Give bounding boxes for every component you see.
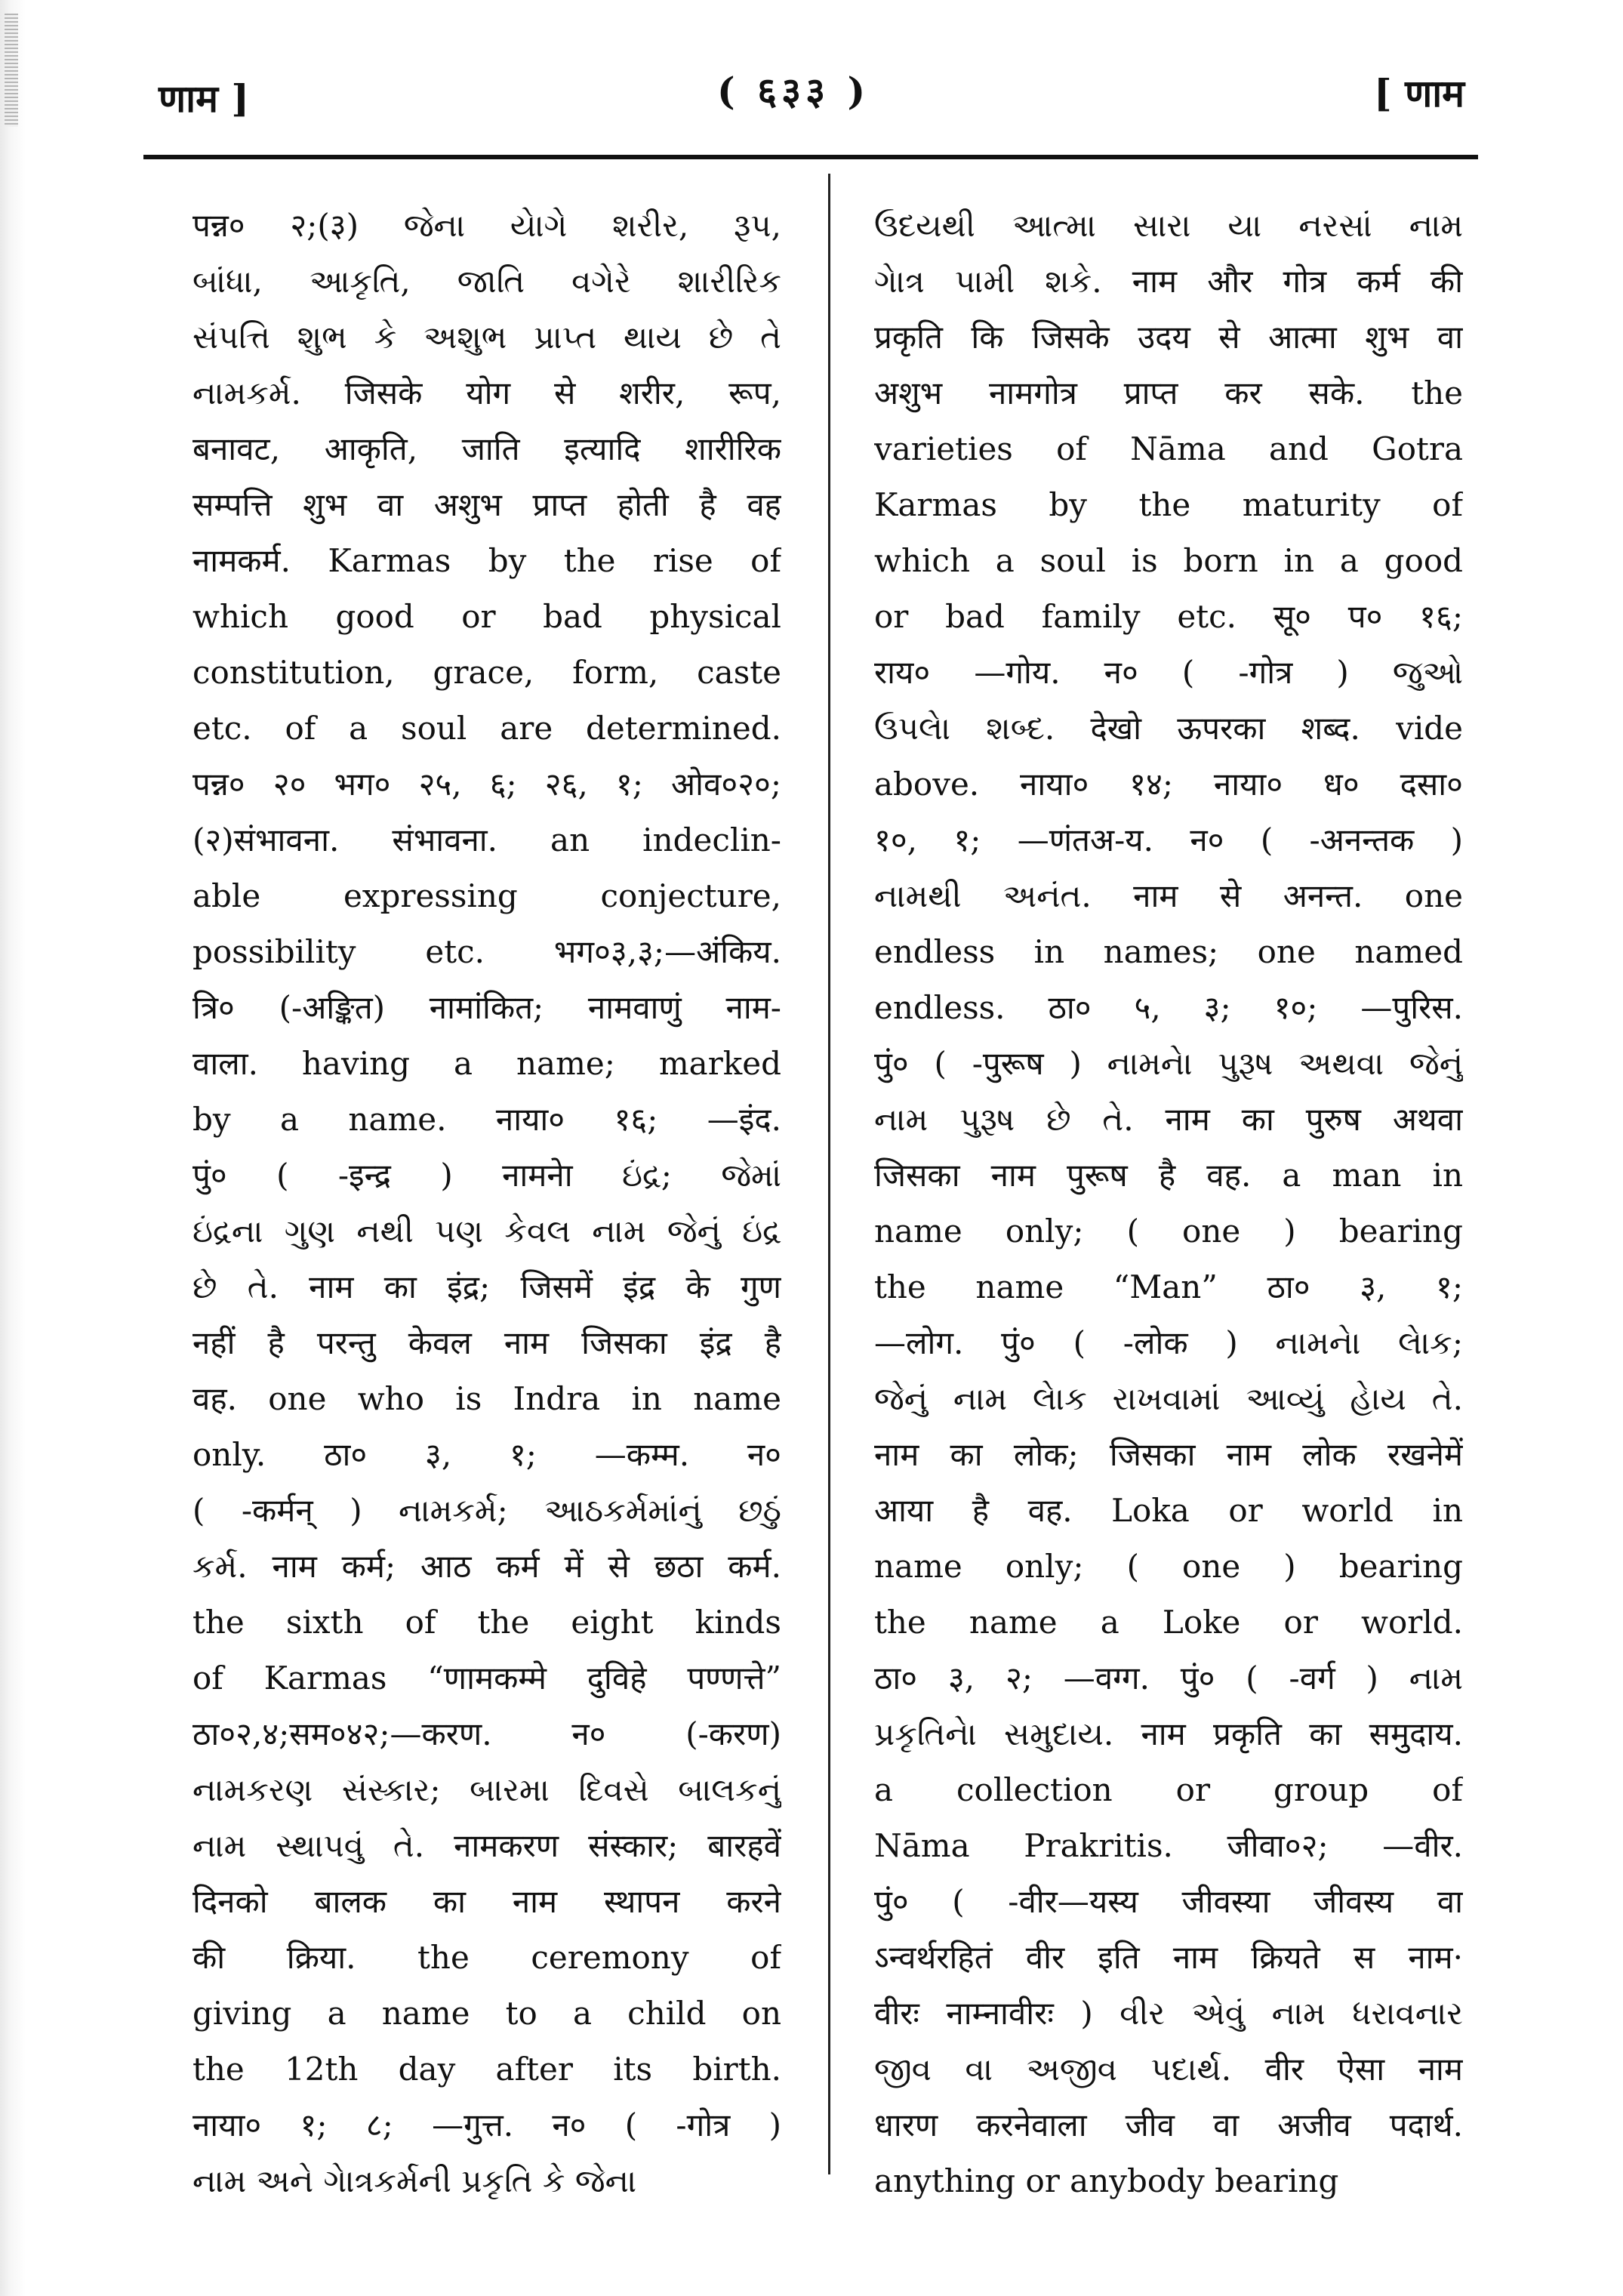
text-line: की क्रिया. the ceremony of — [192, 1939, 781, 1976]
text-line: वीरः नाम्नावीरः ) વીર એવું નામ ધરાવનાર — [874, 1995, 1463, 2032]
text-line: अशुभ नामगोत्र प्राप्त कर सके. the — [874, 374, 1463, 411]
text-line: वाला. having a name; marked — [192, 1045, 781, 1082]
text-line: सम्पत्ति शुभ वा अशुभ प्राप्त होती है वह — [192, 486, 781, 523]
text-line: —लोग. पुं० ( -लोक ) નામનેા લેાક; — [874, 1324, 1463, 1361]
text-line: above. नाया० १४; नाया० ध० दसा० — [874, 766, 1463, 803]
text-line: etc. of a soul are determined. — [192, 710, 781, 747]
text-line: નામ પુરૂષ છે તે. नाम का पुरुष अथवा — [874, 1101, 1463, 1138]
text-line: or bad family etc. सू० प० १६; — [874, 598, 1463, 635]
text-line: a collection or group of — [874, 1771, 1463, 1808]
text-line: १०, १; —णंतअ-य. न० ( -अनन्तक ) — [874, 821, 1463, 858]
text-line: giving a name to a child on — [192, 1995, 781, 2032]
text-line: જીવ વા અજીવ પદાર્થ. वीर ऐसा नाम — [874, 2051, 1463, 2088]
text-line: નામકર્મ. जिसके योग से शरीर, रूप, — [192, 374, 781, 411]
left-column — [192, 198, 781, 2209]
text-line: જેનું નામ લેાક રાખવામાં આવ્યું હેાય તે. — [874, 1380, 1463, 1417]
text-line: ( -कर्मन् ) નામકર્મ; આઠકર્મમાંનું છઠું — [192, 1492, 781, 1529]
text-line: नहीं है परन्तु केवल नाम जिसका इंद्र है — [192, 1324, 781, 1361]
running-head-left: णाम ] — [159, 76, 250, 121]
text-line: पुं० ( -वीर—यस्य जीवस्या जीवस्य वा — [874, 1883, 1463, 1920]
text-line: છે તે. नाम का इंद्र; जिसमें इंद्र के गुण — [192, 1268, 781, 1305]
text-line: Nāma Prakritis. जीवा०२; —वीर. — [874, 1827, 1463, 1864]
text-line: त्रि० (-अङ्कित) नामांकित; नामवाणुं नाम- — [192, 989, 781, 1026]
text-line: दिनको बालक का नाम स्थापन करने — [192, 1883, 781, 1920]
scan-edge — [0, 0, 26, 2296]
text-line: पुं० ( -इन्द्र ) नामनेा ઇંદ્ર; જેમાં — [192, 1157, 781, 1194]
text-line: the name “Man” ठा० ३, १; — [874, 1268, 1463, 1305]
text-line: नाया० १; ८; —गुत्त. न० ( -गोत्र ) — [192, 2106, 781, 2143]
text-line: નામ અને ગેાત્રકર્મની પ્રકૃતિ કે જેના — [192, 2162, 637, 2199]
binding-mark — [5, 14, 18, 127]
text-line: ठा०२,४;सम०४२;—करण. न० (-करण) — [192, 1715, 781, 1752]
text-line: ગેાત્ર પામી શકે. नाम और गोत्र कर्म की — [874, 263, 1463, 300]
text-line: बनावट, आकृति, जाति इत्यादि शारीरिक — [192, 430, 781, 467]
text-line: ઉપલેા શબ્દ. देखो ऊपरका शब्द. vide — [874, 710, 1463, 747]
text-line: the 12th day after its birth. — [192, 2051, 781, 2088]
text-line: आया है वह. Loka or world in — [874, 1492, 1463, 1529]
text-line: धारण करनेवाला जीव वा अजीव पदार्थ. — [874, 2106, 1463, 2143]
text-line: સંપત્તિ શુભ કે અશુભ પ્રાપ્ત થાય છે તે — [192, 319, 781, 356]
text-line: of Karmas “णामकम्मे दुविहे पण्णत्ते” — [192, 1660, 781, 1697]
right-column — [874, 198, 1463, 2209]
text-line: નામકરણ સંસ્કાર; બારમા દિવસે બાલકનું — [192, 1771, 781, 1808]
text-line: કર્મ. नाम कर्म; आठ कर्म में से छठा कर्म. — [192, 1548, 781, 1585]
text-line: endless in names; one named — [874, 933, 1463, 970]
text-line: by a name. नाया० १६; —इंद. — [192, 1101, 781, 1138]
text-line: constitution, grace, form, caste — [192, 654, 781, 691]
running-head-right: [ णाम — [1374, 71, 1465, 116]
text-line: Karmas by the maturity of — [874, 486, 1463, 523]
text-line: प्रकृति कि जिसके उदय से आत्मा शुभ वा — [874, 319, 1463, 356]
text-line: जिसका नाम पुरूष है वह. a man in — [874, 1157, 1463, 1194]
text-line: ठा० ३, २; —वग्ग. पुं० ( -वर्ग ) નામ — [874, 1660, 1463, 1697]
text-line: नाम का लोक; जिसका नाम लोक रखनेमें — [874, 1436, 1463, 1473]
text-line: possibility etc. भग०३,३;—अंकिय. — [192, 933, 781, 970]
text-line: which a soul is born in a good — [874, 542, 1463, 579]
text-line: નામથી અનંત. नाम से अनन्त. one — [874, 877, 1463, 914]
column-divider — [828, 174, 830, 2174]
text-line: नामकर्म. Karmas by the rise of — [192, 542, 781, 579]
text-line: पुं० ( -पुरूष ) નામનેા પુરૂષ અથવા જેનું — [874, 1045, 1463, 1082]
page-number: ( ६३३ ) — [717, 69, 870, 113]
text-line: पन्न० २० भग० २५, ६; २६, १; ओव०२०; — [192, 766, 781, 803]
text-line: पन्न० २;(३) જેના યેાગે શરીર, રૂપ, — [192, 207, 781, 244]
text-line: ऽन्वर्थरहितं वीर इति नाम क्रियते स नाम· — [874, 1939, 1463, 1976]
header-rule — [143, 155, 1478, 159]
text-line: राय० —गोय. न० ( -गोत्र ) જુઓ — [874, 654, 1463, 691]
text-line: anything or anybody bearing — [874, 2162, 1339, 2199]
text-line: वह. one who is Indra in name — [192, 1380, 781, 1417]
text-line: which good or bad physical — [192, 598, 781, 635]
text-line: varieties of Nāma and Gotra — [874, 430, 1463, 467]
text-line: the sixth of the eight kinds — [192, 1604, 781, 1641]
text-line: ઇંદ્રના ગુણ નથી પણ કેવલ નામ જેનું ઇંદ્ર — [192, 1213, 781, 1250]
text-line: (२)संभावना. संभावना. an indeclin- — [192, 821, 781, 858]
text-line: name only; ( one ) bearing — [874, 1548, 1463, 1585]
text-line: able expressing conjecture, — [192, 877, 781, 914]
text-line: the name a Loke or world. — [874, 1604, 1463, 1641]
text-line: નામ સ્થાપવું તે. नामकरण संस्कार; बारहवें — [192, 1827, 781, 1864]
text-line: બાંધા, આકૃતિ, જાતિ વગેરે શારીરિક — [192, 263, 781, 300]
text-line: name only; ( one ) bearing — [874, 1213, 1463, 1250]
text-line: only. ठा० ३, १; —कम्म. न० — [192, 1436, 781, 1473]
text-line: endless. ठा० ५, ३; १०; —पुरिस. — [874, 989, 1463, 1026]
text-line: પ્રકૃતિનેા સમુદાય. नाम प्रकृति का समुदाय. — [874, 1715, 1463, 1752]
text-line: ઉદયથી આત્મા સારા યા નરસાં નામ — [874, 207, 1463, 244]
